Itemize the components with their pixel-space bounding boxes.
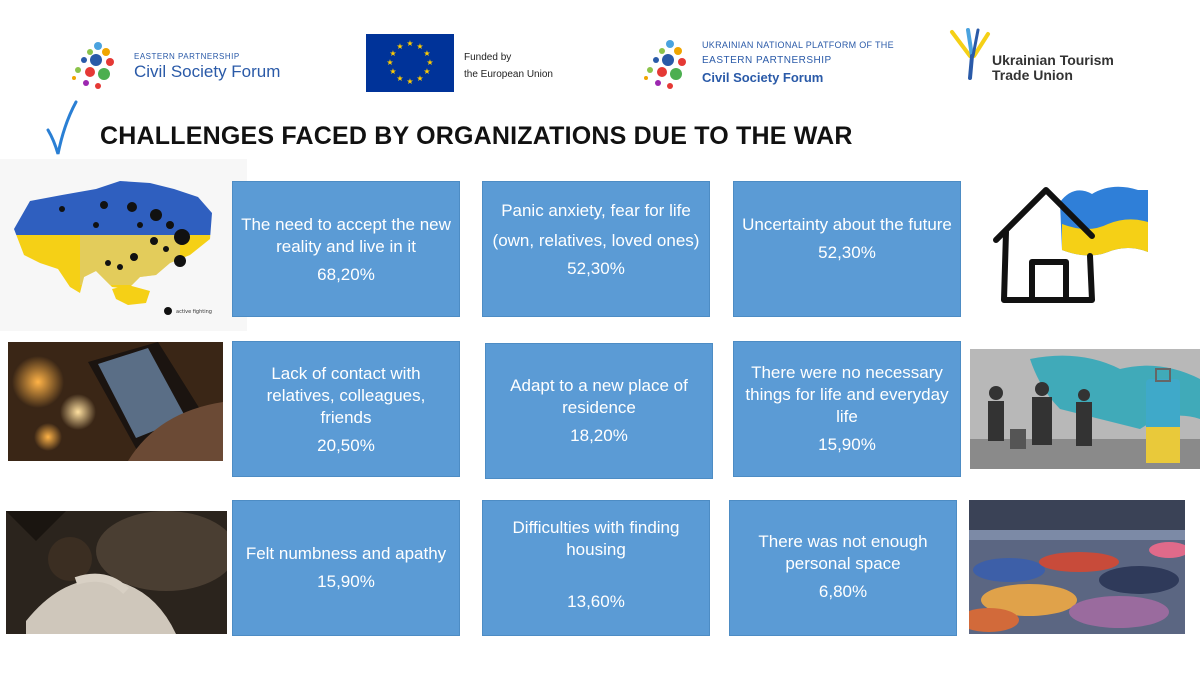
svg-text:★: ★ bbox=[389, 49, 397, 58]
checkmark-icon bbox=[44, 100, 78, 156]
svg-text:★: ★ bbox=[389, 67, 397, 76]
challenge-tile-uncertainty bbox=[733, 181, 961, 317]
svg-text:★: ★ bbox=[416, 74, 424, 83]
challenge-tile-no-necessities bbox=[733, 341, 961, 477]
person-icon bbox=[6, 511, 227, 634]
ukraine-war-map bbox=[0, 159, 247, 331]
svg-text:★: ★ bbox=[406, 77, 414, 86]
svg-text:★: ★ bbox=[423, 67, 431, 76]
national-platform-dots-icon bbox=[638, 36, 698, 94]
tile-text: Adapt to a new place of residence bbox=[510, 376, 688, 417]
tile-percentage: 15,90% bbox=[818, 435, 876, 454]
map-legend-label: active fighting bbox=[176, 309, 212, 315]
tile-percentage: 52,30% bbox=[567, 259, 625, 278]
page-title: CHALLENGES FACED BY ORGANIZATIONS DUE TO THE WAR bbox=[100, 122, 853, 150]
eu-flag-icon bbox=[366, 34, 454, 92]
challenge-tile-housing bbox=[482, 500, 710, 636]
tile-text: Panic anxiety, fear for life bbox=[501, 201, 691, 220]
challenge-tile-personal-space bbox=[729, 500, 957, 636]
tile-text: Difficulties with finding housing bbox=[512, 518, 680, 559]
tile-percentage: 68,20% bbox=[317, 265, 375, 284]
challenge-tile-lack-of-contact bbox=[232, 341, 460, 477]
eu-funding-logo bbox=[366, 34, 566, 94]
eu-funded-line2: the European Union bbox=[464, 69, 553, 80]
trade-union-line2: Trade Union bbox=[992, 67, 1073, 83]
tile-percentage: 13,60% bbox=[567, 592, 625, 611]
svg-text:★: ★ bbox=[423, 49, 431, 58]
phone-icon bbox=[8, 342, 223, 461]
tile-text-secondary: (own, relatives, loved ones) bbox=[492, 231, 700, 250]
tile-text: Felt numbness and apathy bbox=[245, 544, 447, 563]
svg-text:★: ★ bbox=[386, 58, 394, 67]
national-platform-line2: EASTERN PARTNERSHIP bbox=[702, 55, 832, 66]
svg-text:★: ★ bbox=[396, 42, 404, 51]
eap-logo-small-text: EASTERN PARTNERSHIP bbox=[134, 52, 240, 61]
trade-union-emblem-icon bbox=[948, 26, 996, 82]
tile-percentage: 18,20% bbox=[570, 426, 628, 445]
svg-text:★: ★ bbox=[426, 58, 434, 67]
tile-text: Lack of contact with relatives, colleagues, friends bbox=[266, 364, 426, 427]
national-platform-line3: Civil Society Forum bbox=[702, 70, 824, 85]
tile-text: Uncertainty about the future bbox=[742, 215, 952, 234]
eu-funded-line1: Funded by bbox=[464, 52, 512, 63]
tile-percentage: 52,30% bbox=[818, 243, 876, 262]
tile-text: The need to accept the new reality and live in it bbox=[241, 215, 451, 256]
map-icon bbox=[0, 159, 247, 331]
tourism-trade-union-logo bbox=[948, 26, 1114, 86]
challenge-tile-new-residence bbox=[485, 343, 713, 479]
tile-percentage: 20,50% bbox=[317, 436, 375, 455]
apathy-person-photo bbox=[6, 511, 227, 634]
tile-text: There was not enough personal space bbox=[758, 532, 928, 573]
trade-union-line1: Ukrainian Tourism bbox=[992, 52, 1114, 68]
tile-text: There were no necessary things for life and everyday life bbox=[745, 363, 949, 426]
eap-logo-big-text: Civil Society Forum bbox=[134, 62, 281, 81]
svg-text:★: ★ bbox=[396, 74, 404, 83]
challenge-tile-numbness bbox=[232, 500, 460, 636]
svg-text:★: ★ bbox=[406, 39, 414, 48]
shelter-crowd-photo bbox=[969, 500, 1185, 634]
tile-percentage: 15,90% bbox=[317, 572, 375, 591]
eap-dots-icon bbox=[68, 38, 128, 94]
national-platform-line1: UKRAINIAN NATIONAL PLATFORM OF THE bbox=[702, 40, 894, 50]
refugees-with-luggage-photo bbox=[970, 349, 1200, 469]
challenge-tile-new-reality bbox=[232, 181, 460, 317]
house-icon bbox=[988, 176, 1160, 310]
national-platform-logo bbox=[638, 36, 894, 96]
eap-csf-logo bbox=[68, 38, 298, 94]
luggage-icon bbox=[970, 349, 1200, 469]
phone-in-hand-photo bbox=[8, 342, 223, 461]
svg-text:★: ★ bbox=[416, 42, 424, 51]
tile-percentage: 6,80% bbox=[818, 582, 868, 601]
house-with-flag bbox=[988, 176, 1160, 310]
crowd-icon bbox=[969, 500, 1185, 634]
challenge-tile-panic-anxiety bbox=[482, 181, 710, 317]
